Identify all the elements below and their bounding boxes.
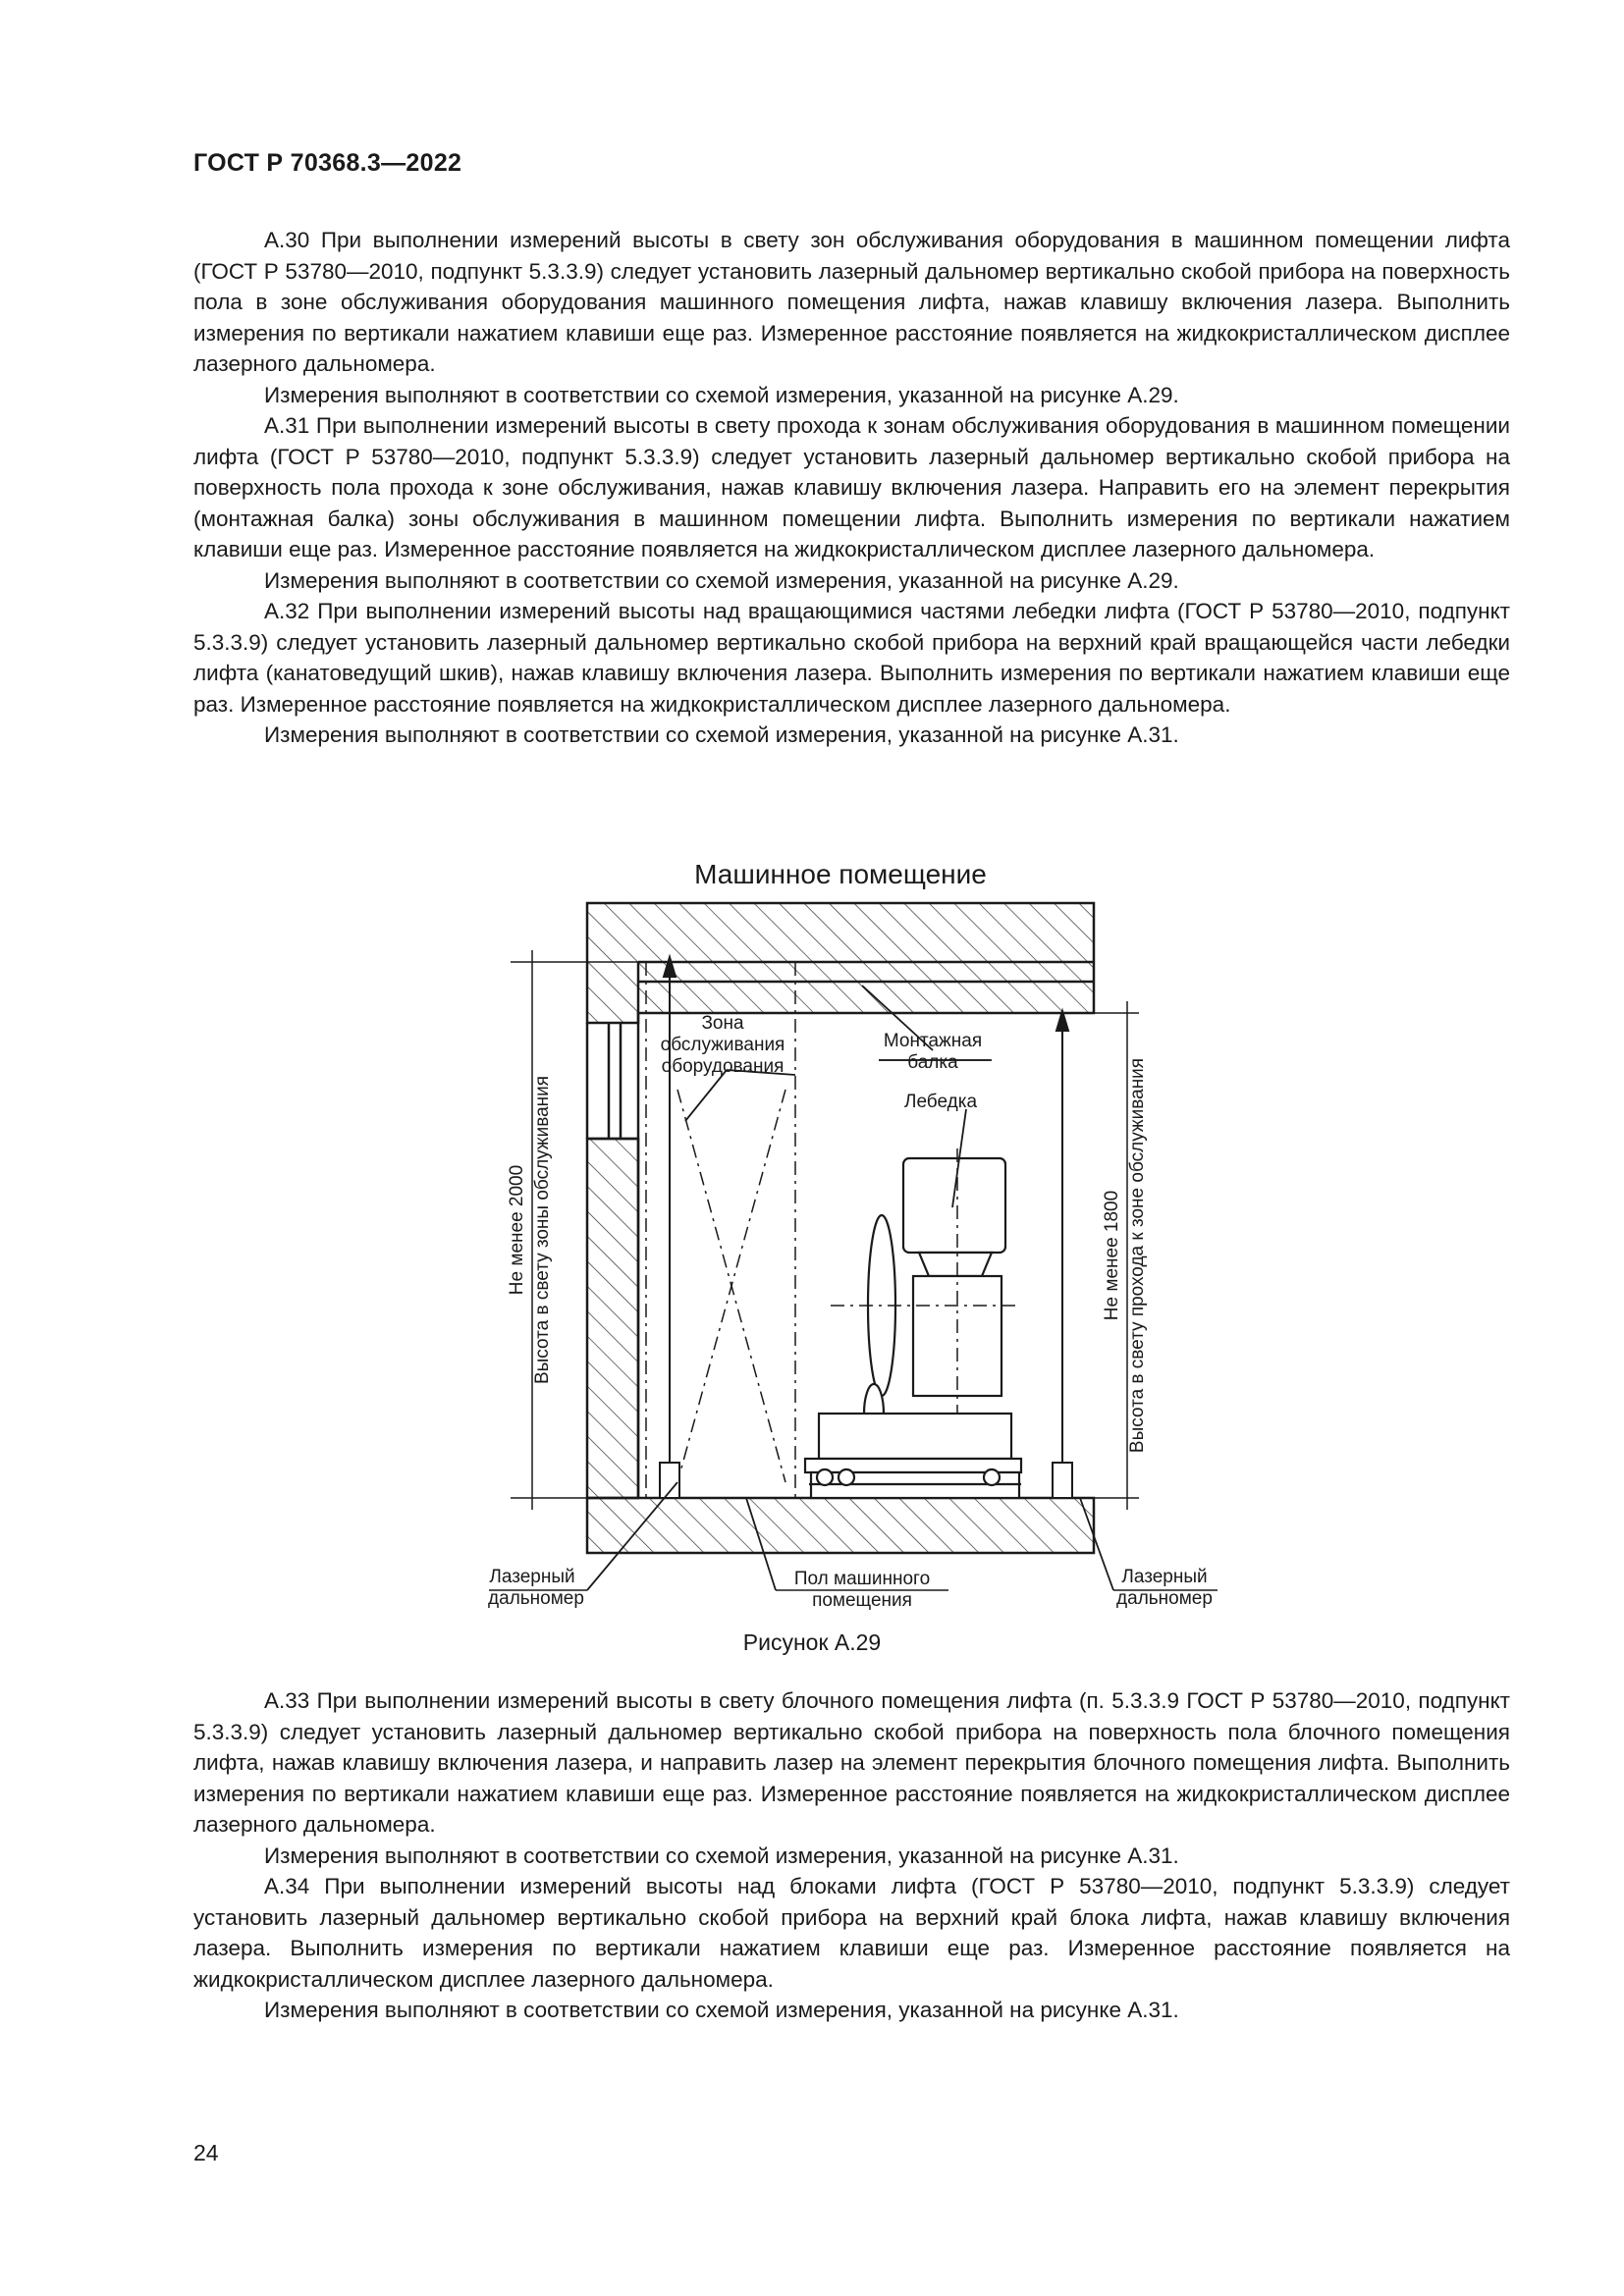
laser-right-label-line1: Лазерный	[1121, 1567, 1208, 1587]
paragraph-ref: Измерения выполняют в соответствии со схемой измерения, указанной на рисунке А.31.	[264, 1998, 1179, 2022]
paragraph-ref: Измерения выполняют в соответствии со схемой измерения, указанной на рисунке А.31.	[264, 1842, 1179, 1868]
laser-left-label-line1: Лазерный	[489, 1567, 575, 1587]
floor-label-line1: Пол машинного	[793, 1569, 931, 1589]
beam-label-line1: Монтажная	[883, 1031, 983, 1051]
left-dimension-label: Высота в свету зоны обслуживания	[532, 1075, 553, 1385]
right-dimension-value: Не менее 1800	[1102, 1190, 1122, 1321]
beam-label-line2: балка	[907, 1052, 958, 1073]
winch-drawing	[805, 1158, 1021, 1498]
document-header: ГОСТ Р 70368.3—2022	[193, 149, 462, 177]
figure-title: Машинное помещение	[694, 859, 987, 889]
laser-left-label-line2: дальномер	[488, 1588, 584, 1609]
machine-room-diagram	[0, 834, 1624, 1620]
right-dimension-label: Высота в свету прохода к зоне обслуживания	[1127, 1057, 1148, 1454]
paragraph-ref: Измерения выполняют в соответствии со схемой измерения, указанной на рисунке А.29.	[264, 382, 1179, 407]
text-block-bottom	[193, 1685, 1510, 2026]
paragraph-a34: А.34 При выполнении измерений высоты над блоками лифта (ГОСТ Р 53780—2010, подпункт 5.3.3.9) следует установить лазерный дальномер вертикально скобой прибора на верхний край блока лифта, нажав клавишу включения лазера. Выполнить измерения по вертикали нажатием клавиши еще раз. Измеренное расстояние появляется на жидкокристаллическом дисплее лазерного дальномера.	[193, 1874, 1510, 1992]
left-dimension-value: Не менее 2000	[507, 1164, 527, 1296]
figure-caption: Рисунок А.29	[742, 1629, 882, 1655]
winch-label: Лебедка	[903, 1092, 978, 1112]
laser-rangefinder-right-icon	[1053, 1463, 1072, 1498]
paragraph-a30: А.30 При выполнении измерений высоты в свету зон обслуживания оборудования в машинном помещении лифта (ГОСТ Р 53780—2010, подпункт 5.3.3.9) следует установить лазерный дальномер вертикально скобой прибора на поверхность пола в зоне обслуживания оборудования машинного помещения лифта, нажав клавишу включения лазера. Выполнить измерения по вертикали нажатием клавиши еще раз. Измеренное расстояние появляется на жидкокристаллическом дисплее лазерного дальномера.	[193, 228, 1510, 376]
laser-right-label-line2: дальномер	[1116, 1588, 1213, 1609]
left-wall-lower	[587, 1139, 638, 1498]
floor-slab	[587, 1498, 1094, 1553]
floor-label-line2: помещения	[812, 1590, 912, 1611]
paragraph-ref: Измерения выполняют в соответствии со схемой измерения, указанной на рисунке А.31.	[264, 722, 1179, 747]
paragraph-a33: А.33 При выполнении измерений высоты в свету блочного помещения лифта (п. 5.3.3.9 ГОСТ Р 53780—2010, подпункт 5.3.3.9) следует установить лазерный дальномер вертикально скобой прибора на поверхность пола блочного помещения лифта, нажав клавишу включения лазера, и направить лазер на элемент перекрытия блочного помещения лифта. Выполнить измерения по вертикали нажатием клавиши еще раз. Измеренное расстояние появляется на жидкокристаллическом дисплее лазерного дальномера.	[193, 1688, 1510, 1837]
zone-label-line1: Зона	[701, 1013, 744, 1034]
paragraph-a31: А.31 При выполнении измерений высоты в свету прохода к зонам обслуживания оборудования в машинном помещении лифта (ГОСТ Р 53780—2010, подпункт 5.3.3.9) следует установить лазерный дальномер вертикально скобой прибора на поверхность пола прохода к зоне обслуживания, нажав клавишу включения лазера. Направить его на элемент перекрытия (монтажная балка) зоны обслуживания в машинном помещении лифта. Выполнить измерения по вертикали нажатием клавиши еще раз. Измеренное расстояние появляется на жидкокристаллическом дисплее лазерного дальномера.	[193, 413, 1510, 561]
page-number: 24	[193, 2140, 219, 2165]
text-block-top	[193, 225, 1510, 751]
paragraph-a32: А.32 При выполнении измерений высоты над вращающимися частями лебедки лифта (ГОСТ Р 53780—2010, подпункт 5.3.3.9) следует установить лазерный дальномер вертикально скобой прибора на верхний край вращающейся части лебедки лифта (канатоведущий шкив), нажав клавишу включения лазера. Выполнить измерения по вертикали нажатием клавиши еще раз. Измеренное расстояние появляется на жидкокристаллическом дисплее лазерного дальномера.	[193, 599, 1510, 717]
paragraph-ref: Измерения выполняют в соответствии со схемой измерения, указанной на рисунке А.29.	[264, 567, 1179, 593]
zone-label-line3: оборудования	[661, 1056, 785, 1077]
zone-label-line2: обслуживания	[660, 1035, 785, 1055]
